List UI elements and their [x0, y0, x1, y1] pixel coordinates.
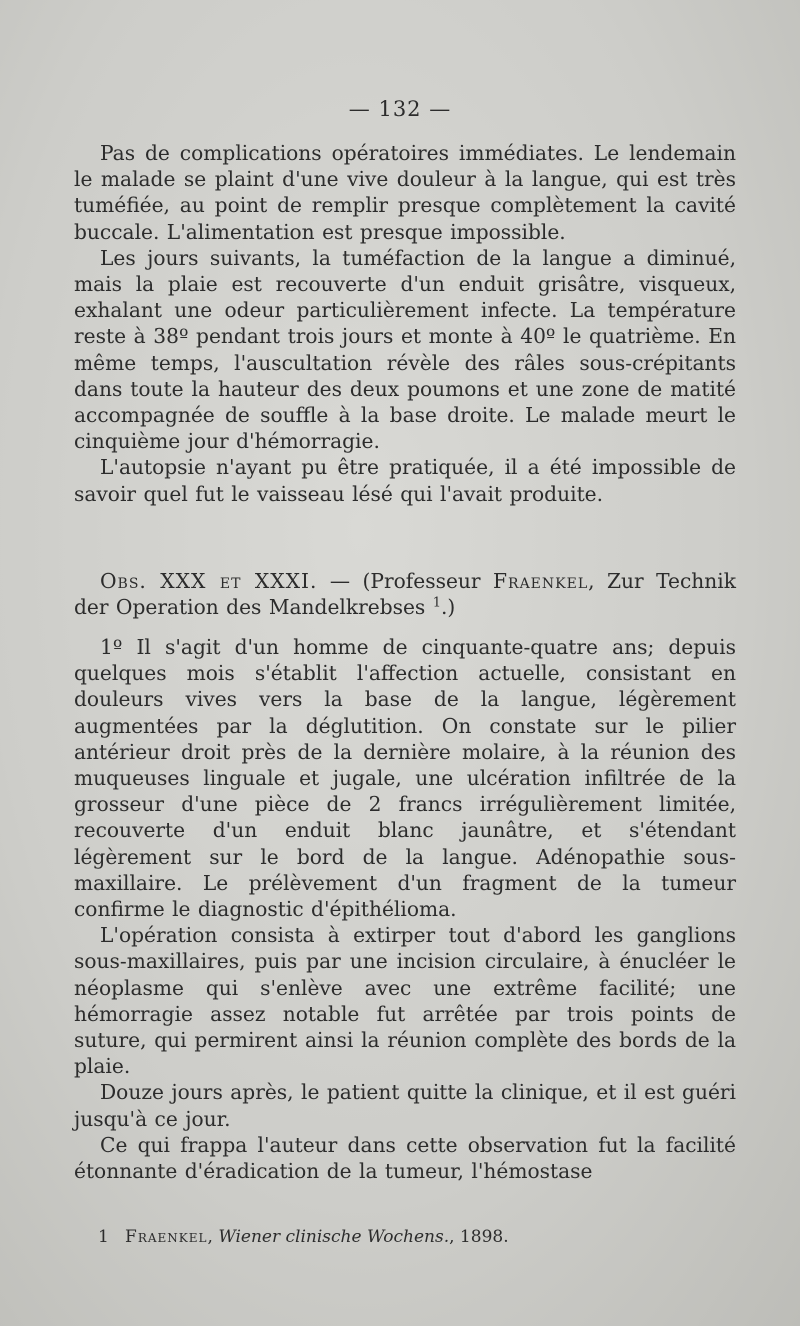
obs-title: , Zur Technik der Operation des Mandelkrebses [74, 569, 736, 620]
section-1 [74, 140, 736, 507]
obs-author: Fraenkel [493, 569, 589, 593]
paragraph: Douze jours après, le patient quitte la clinique, et il est guéri jusqu'à ce jour. [74, 1080, 736, 1131]
obs-closing: .) [441, 595, 456, 620]
paragraph: L'autopsie n'ayant pu être pratiquée, il a été impossible de savoir quel fut le vaisseau lésé qui l'avait produite. [74, 455, 736, 506]
footnote-journal: Wiener clinische Wochens. [218, 1227, 450, 1247]
paragraph: Les jours suivants, la tuméfaction de la langue a diminué, mais la plaie est recouverte d'un enduit grisâtre, visqueux, exhalant une odeur particulièrement infecte. La température reste à 38º pendant trois jours et monte à 40º le quatrième. En même temps, l'auscultation révèle des râles sous-crépitants dans toute la hauteur des deux poumons et une zone de matité accompagnée de souffle à la base droite. Le malade meurt le cinquième jour d'hémorragie. [74, 245, 736, 454]
footnote-ref: 1 [432, 595, 441, 611]
obs-label: Obs. XXX et XXXI. [100, 569, 318, 593]
paragraph: 1º Il s'agit d'un homme de cinquante-quatre ans; depuis quelques mois s'établit l'affection actuelle, consistant en douleurs vives vers la base de la langue, légèrement augmentées par la déglutition. On constate sur le pilier antérieur droit près de la dernière molaire, à la réunion des muqueuses linguale et jugale, une ulcération infiltrée de la grosseur d'une pièce de 2 francs irrégulièrement limitée, recouverte d'un enduit blanc jaunâtre, et s'étendant légèrement sur le bord de la langue. Adénopathie sous-maxillaire. Le prélèvement d'un fragment de la tumeur confirme le diagnostic d'épithélioma. [74, 635, 736, 922]
page-number: — 132 — [348, 97, 452, 121]
footnote-author: Fraenkel [125, 1227, 208, 1247]
observation-heading [74, 568, 736, 620]
paragraph: Pas de complications opératoires immédiates. Le lendemain le malade se plaint d'une vive douleur à la langue, qui est très tuméfiée, au point de remplir presque complètement la cavité buccale. L'alimentation est presque impossible. [74, 141, 736, 244]
footnote: 1 Fraenkel, Wiener clinische Wochens., 1898. [98, 1227, 509, 1247]
obs-dash: — (Professeur [317, 569, 494, 593]
section-2 [74, 634, 736, 1184]
footnote-year: , 1898. [449, 1227, 509, 1247]
paragraph: L'opération consista à extirper tout d'abord les ganglions sous-maxillaires, puis par une incision circulaire, à énucléer le néoplasme qui s'enlève avec une extrême facilité; une hémorragie assez notable fut arrêtée par trois points de suture, qui permirent ainsi la réunion complète des bords de la plaie. [74, 923, 736, 1079]
paragraph: Ce qui frappa l'auteur dans cette observation fut la facilité étonnante d'éradication de la tumeur, l'hémostase [74, 1132, 736, 1184]
footnote-number: 1 [98, 1227, 109, 1247]
